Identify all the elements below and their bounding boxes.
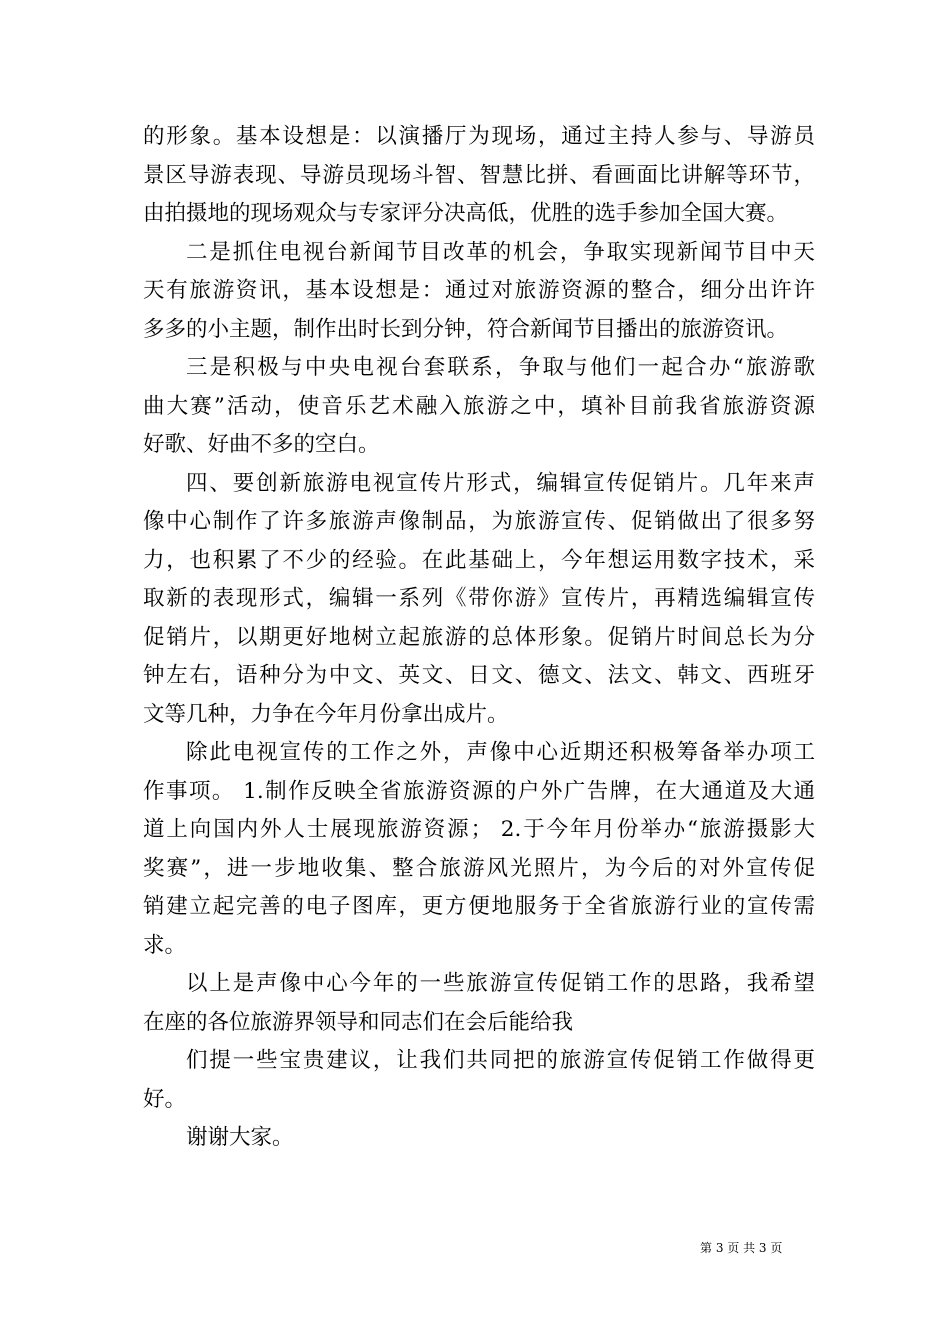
paragraph-line: 钟左右，语种分为中文、英文、日文、德文、法文、韩文、西班牙 bbox=[143, 663, 815, 688]
paragraph-line: 以上是声像中心今年的一些旅游宣传促销工作的思路，我希望 bbox=[186, 971, 815, 996]
paragraph-line: 的形象。基本设想是：以演播厅为现场，通过主持人参与、导游员 bbox=[143, 124, 815, 149]
paragraph-line: 谢谢大家。 bbox=[186, 1125, 294, 1150]
paragraph-line: 取新的表现形式，编辑一系列《带你游》宣传片，再精选编辑宣传 bbox=[143, 586, 815, 611]
paragraph-line: 景区导游表现、导游员现场斗智、智慧比拼、看画面比讲解等环节， bbox=[143, 162, 815, 188]
paragraph-1 bbox=[143, 118, 815, 234]
page-number-footer: 第 3 页 共 3 页 bbox=[700, 1241, 783, 1255]
paragraph-line: 力，也积累了不少的经验。在此基础上，今年想运用数字技术，采 bbox=[143, 547, 815, 573]
paragraph-line: 奖赛”，进一步地收集、整合旅游风光照片，为今后的对外宣传促 bbox=[143, 855, 815, 881]
paragraph-7 bbox=[143, 1042, 815, 1119]
body-text bbox=[143, 118, 815, 1158]
paragraph-line: 文等几种，力争在今年月份拿出成片。 bbox=[143, 701, 509, 727]
paragraph-line: 多多的小主题，制作出时长到分钟，符合新闻节目播出的旅游资讯。 bbox=[143, 316, 789, 342]
paragraph-line: 好。 bbox=[143, 1086, 187, 1112]
paragraph-line: 四、要创新旅游电视宣传片形式，编辑宣传促销片。几年来声 bbox=[186, 470, 815, 496]
paragraph-line: 像中心制作了许多旅游声像制品，为旅游宣传、促销做出了很多努 bbox=[143, 509, 815, 534]
paragraph-line: 作事项。 1.制作反映全省旅游资源的户外广告牌，在大通道及大通 bbox=[143, 778, 815, 804]
paragraph-line: 除此电视宣传的工作之外，声像中心近期还积极筹备举办项工 bbox=[186, 740, 815, 765]
paragraph-line: 在座的各位旅游界领导和同志们在会后能给我 bbox=[143, 1009, 574, 1035]
paragraph-line: 促销片，以期更好地树立起旅游的总体形象。促销片时间总长为分 bbox=[143, 624, 815, 650]
paragraph-line: 天有旅游资讯，基本设想是：通过对旅游资源的整合，细分出许许 bbox=[143, 278, 815, 303]
paragraph-line: 销建立起完善的电子图库，更方便地服务于全省旅游行业的宣传需 bbox=[143, 894, 815, 919]
paragraph-5 bbox=[143, 734, 815, 965]
paragraph-line: 好歌、好曲不多的空白。 bbox=[143, 432, 380, 457]
paragraph-3 bbox=[143, 349, 815, 465]
paragraph-2 bbox=[143, 234, 815, 350]
paragraph-line: 求。 bbox=[143, 932, 187, 958]
paragraph-line: 曲大赛”活动，使音乐艺术融入旅游之中，填补目前我省旅游资源 bbox=[143, 393, 815, 419]
paragraph-line: 二是抓住电视台新闻节目改革的机会，争取实现新闻节目中天 bbox=[186, 239, 815, 265]
paragraph-6 bbox=[143, 965, 815, 1042]
paragraph-line: 三是积极与中央电视台套联系，争取与他们一起合办“旅游歌 bbox=[186, 355, 815, 380]
paragraph-line: 由拍摄地的现场观众与专家评分决高低，优胜的选手参加全国大赛。 bbox=[143, 201, 789, 226]
paragraph-line: 道上向国内外人士展现旅游资源； 2.于今年月份举办“旅游摄影大 bbox=[143, 817, 815, 842]
paragraph-8 bbox=[143, 1119, 815, 1158]
paragraph-line: 们提一些宝贵建议，让我们共同把的旅游宣传促销工作做得更 bbox=[186, 1048, 815, 1073]
paragraph-4 bbox=[143, 465, 815, 735]
